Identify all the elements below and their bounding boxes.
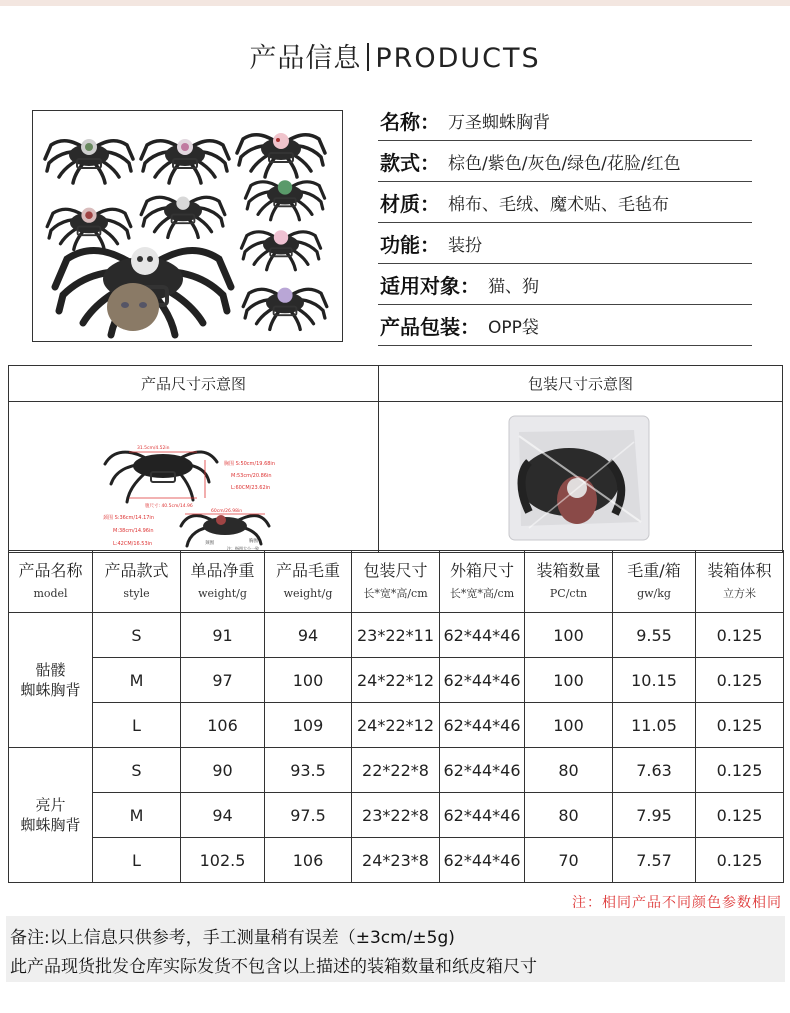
table-cell: 62*44*46: [440, 793, 525, 838]
table-cell: 62*44*46: [440, 613, 525, 658]
table-cell: 0.125: [696, 748, 784, 793]
col-header: 外箱尺寸 长*宽*高/cm: [440, 551, 525, 613]
title-en: PRODUCTS: [375, 43, 541, 74]
dim-chest-l: L:42CM/16.53in: [113, 541, 153, 547]
col-header: 包装尺寸 长*宽*高/cm: [352, 551, 440, 613]
info-value: 万圣蜘蛛胸背: [448, 112, 550, 133]
info-value: 猫、狗: [488, 276, 539, 297]
size-diagram-title: 产品尺寸示意图: [9, 366, 379, 401]
spec-header-row: [9, 551, 784, 613]
table-cell: 62*44*46: [440, 748, 525, 793]
info-label: 名称：: [380, 109, 440, 134]
table-cell: L: [93, 838, 181, 883]
table-cell: 62*44*46: [440, 703, 525, 748]
table-cell: 106: [181, 703, 265, 748]
table-cell: 0.125: [696, 793, 784, 838]
info-value: 棕色/紫色/灰色/绿色/花脸/红色: [448, 153, 681, 174]
table-cell: 100: [525, 658, 613, 703]
info-row-material: [378, 182, 752, 223]
table-cell: 23*22*8: [352, 793, 440, 838]
dim-neck-s: 胸围 S:50cm/19.68in: [224, 461, 275, 467]
remark-line-1: 备注:以上信息只供参考，手工测量稍有误差（±3cm/±5g): [10, 928, 455, 948]
title-divider: [367, 43, 369, 71]
info-row-name: [378, 100, 752, 141]
product-info-list: [378, 100, 752, 346]
table-row: [9, 658, 784, 703]
package-diagram: [379, 402, 782, 552]
model-cell: 亮片 蜘蛛胸背: [9, 748, 93, 883]
page-title: [0, 36, 790, 75]
dim-bottom-width: 60cm/26.98in: [211, 509, 243, 514]
table-cell: 102.5: [181, 838, 265, 883]
size-diagram-image: [9, 402, 378, 552]
table-cell: M: [93, 793, 181, 838]
table-cell: 97.5: [265, 793, 352, 838]
table-cell: S: [93, 748, 181, 793]
table-cell: 0.125: [696, 703, 784, 748]
table-cell: 62*44*46: [440, 658, 525, 703]
dim-chest-s: 颈围 S:36cm/14.17in: [103, 515, 154, 521]
table-cell: 0.125: [696, 838, 784, 883]
remark-line-2: 此产品现货批发仓库实际发货不包含以上描述的装箱数量和纸皮箱尺寸: [10, 957, 537, 977]
table-row: [9, 838, 784, 883]
col-header: 单品净重 weight/g: [181, 551, 265, 613]
info-value: 棉布、毛绒、魔术贴、毛毡布: [448, 194, 669, 215]
table-cell: 94: [181, 793, 265, 838]
info-label: 功能：: [380, 232, 440, 257]
same-params-note: 注：相同产品不同颜色参数相同: [572, 895, 782, 911]
diagram-grid: [8, 365, 783, 553]
table-cell: 7.95: [613, 793, 696, 838]
table-cell: 93.5: [265, 748, 352, 793]
info-row-function: [378, 223, 752, 264]
package-diagram-title: 包装尺寸示意图: [527, 375, 633, 393]
col-header: 产品毛重 weight/g: [265, 551, 352, 613]
col-header: 装箱数量 PC/ctn: [525, 551, 613, 613]
table-cell: 91: [181, 613, 265, 658]
col-header: 装箱体积 立方米: [696, 551, 784, 613]
table-cell: 10.15: [613, 658, 696, 703]
table-cell: 62*44*46: [440, 838, 525, 883]
diagram-body-row: [9, 402, 782, 552]
table-row: [9, 748, 784, 793]
table-cell: 7.63: [613, 748, 696, 793]
table-cell: L: [93, 703, 181, 748]
dim-neck-m: M:53cm/20.86in: [231, 473, 272, 479]
table-cell: 0.125: [696, 658, 784, 703]
model-cell: 骷髅 蜘蛛胸背: [9, 613, 93, 748]
table-cell: 100: [525, 613, 613, 658]
dim-neck-l: L:60CM/23.62in: [231, 485, 271, 491]
dim-belly: 腹尺寸: 40.5cm/14.96: [145, 504, 193, 509]
info-label: 材质：: [380, 191, 440, 216]
info-label: 款式：: [380, 150, 440, 175]
table-cell: 23*22*11: [352, 613, 440, 658]
remark-box: [6, 916, 785, 982]
spider-collage-image: [33, 111, 343, 342]
table-row: [9, 793, 784, 838]
table-cell: 109: [265, 703, 352, 748]
size-note: 注：指图大小一致: [227, 546, 259, 551]
table-cell: 90: [181, 748, 265, 793]
title-cn: 产品信息: [249, 43, 362, 74]
dim-chest-m: M:38cm/14.96in: [113, 528, 154, 534]
diagram-header-row: [9, 366, 782, 402]
product-photo: [32, 110, 343, 342]
table-cell: 100: [265, 658, 352, 703]
col-header: 毛重/箱 gw/kg: [613, 551, 696, 613]
table-row: [9, 613, 784, 658]
info-label: 产品包装：: [380, 314, 480, 339]
table-cell: 100: [525, 703, 613, 748]
table-cell: 24*22*12: [352, 658, 440, 703]
table-cell: 80: [525, 748, 613, 793]
info-label: 适用对象：: [380, 273, 480, 298]
info-value: 装扮: [448, 235, 482, 256]
table-cell: 24*22*12: [352, 703, 440, 748]
table-cell: 22*22*8: [352, 748, 440, 793]
col-header: 产品款式 style: [93, 551, 181, 613]
info-row-target: [378, 264, 752, 305]
size-diagram: [9, 402, 379, 552]
table-cell: M: [93, 658, 181, 703]
col-header: 产品名称 model: [9, 551, 93, 613]
info-row-style: [378, 141, 752, 182]
table-cell: 11.05: [613, 703, 696, 748]
table-cell: 0.125: [696, 613, 784, 658]
info-row-package: [378, 305, 752, 346]
dim-top-width: 31.5cm/4.52in: [137, 446, 170, 451]
table-cell: 70: [525, 838, 613, 883]
table-cell: 97: [181, 658, 265, 703]
package-image: [379, 402, 781, 552]
table-cell: 24*23*8: [352, 838, 440, 883]
table-cell: 80: [525, 793, 613, 838]
table-cell: 106: [265, 838, 352, 883]
table-cell: 94: [265, 613, 352, 658]
table-cell: 9.55: [613, 613, 696, 658]
tag-chest: 胸围: [249, 539, 258, 544]
tag-neck: 颈围: [205, 541, 214, 546]
spec-table: [8, 550, 784, 883]
table-cell: S: [93, 613, 181, 658]
info-value: OPP袋: [488, 317, 539, 338]
table-cell: 7.57: [613, 838, 696, 883]
table-row: [9, 703, 784, 748]
top-band: [0, 0, 790, 6]
